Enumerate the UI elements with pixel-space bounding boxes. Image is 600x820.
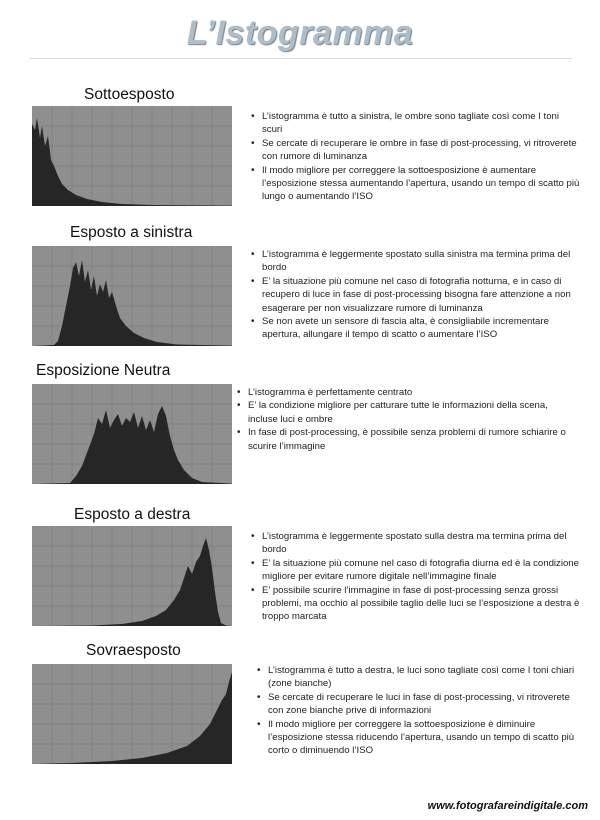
bullet-list-sovraesposto — [256, 664, 586, 758]
section-heading-esposizione-neutra: Esposizione Neutra — [36, 362, 171, 379]
list-item: • Se non avete un sensore di fascia alta, è consigliabile incrementare apertura, allungare il tempo di scatto o aumentare l’ISO — [250, 315, 580, 342]
histogram-image-esposto-destra — [32, 526, 232, 626]
histogram-image-sovraesposto — [32, 664, 232, 764]
page-title: L’Istogramma — [186, 14, 414, 52]
list-item: • Se cercate di recuperare le luci in fase di post-processing, vi ritroverete con zone bianche prive di informazioni — [256, 691, 586, 718]
list-item: • L’istogramma è tutto a sinistra, le ombre sono tagliate così come I toni scuri — [250, 110, 580, 137]
title-divider — [30, 58, 572, 59]
bullet-list-esposizione-neutra — [236, 386, 576, 453]
list-item: • E’ la situazione più comune nel caso di fotografia diurna ed è la condizione migliore per evitare rumore digitale nell’immagine finale — [250, 557, 580, 584]
bullet-list-esposto-sinistra — [250, 248, 580, 342]
website-footer: www.fotografareindigitale.com — [427, 800, 588, 812]
list-item: • Il modo migliore per correggere la sottoesposizione è aumentare l’esposizione stessa aumentando l’apertura, usando un tempo di scatto più lungo o aumentando l’ISO — [250, 164, 580, 204]
list-item: • Se cercate di recuperare le ombre in fase di post-processing, vi ritroverete con rumore di luminanza — [250, 137, 580, 164]
histogram-image-sottoesposto — [32, 106, 232, 206]
list-item: • Il modo migliore per correggere la sottoesposizione è diminuire l’esposizione stessa riducendo l’apertura, usando un tempo di scatto più corto o diminuendo l’ISO — [256, 718, 586, 758]
list-item: • L’istogramma è leggermente spostato sulla sinistra ma termina prima del bordo — [250, 248, 580, 275]
section-heading-sottoesposto: Sottoesposto — [84, 86, 175, 103]
bullet-list-sottoesposto — [250, 110, 580, 204]
list-item: • E’ la condizione migliore per catturare tutte le informazioni della scena, incluse luci e ombre — [236, 399, 576, 426]
list-item: • L’istogramma è leggermente spostato sulla destra ma termina prima del bordo — [250, 530, 580, 557]
list-item: • L’istogramma è tutto a destra, le luci sono tagliate così come I toni chiari (zone bianche) — [256, 664, 586, 691]
bullet-list-esposto-destra — [250, 530, 580, 624]
section-heading-esposto-sinistra: Esposto a sinistra — [70, 224, 193, 241]
list-item: • L’istogramma è perfettamente centrato — [236, 386, 576, 399]
section-heading-esposto-destra: Esposto a destra — [74, 506, 191, 523]
section-heading-sovraesposto: Sovraesposto — [86, 642, 181, 659]
list-item: • E’ possibile scurire l’immagine in fase di post-processing senza grossi problemi, ma occhio al possibile taglio delle luci se l’esposizione a destra è troppo marcata — [250, 584, 580, 624]
histogram-image-esposizione-neutra — [32, 384, 232, 484]
list-item: • In fase di post-processing, è possibile senza problemi di rumore schiarire o scurire l’immagine — [236, 426, 576, 453]
list-item: • E’ la situazione più comune nel caso di fotografia notturna, e in caso di recupero di luce in fase di post-processing bisogna fare attenzione a non esagerare per non visualizzare rumore di luminanza — [250, 275, 580, 315]
histogram-image-esposto-sinistra — [32, 246, 232, 346]
